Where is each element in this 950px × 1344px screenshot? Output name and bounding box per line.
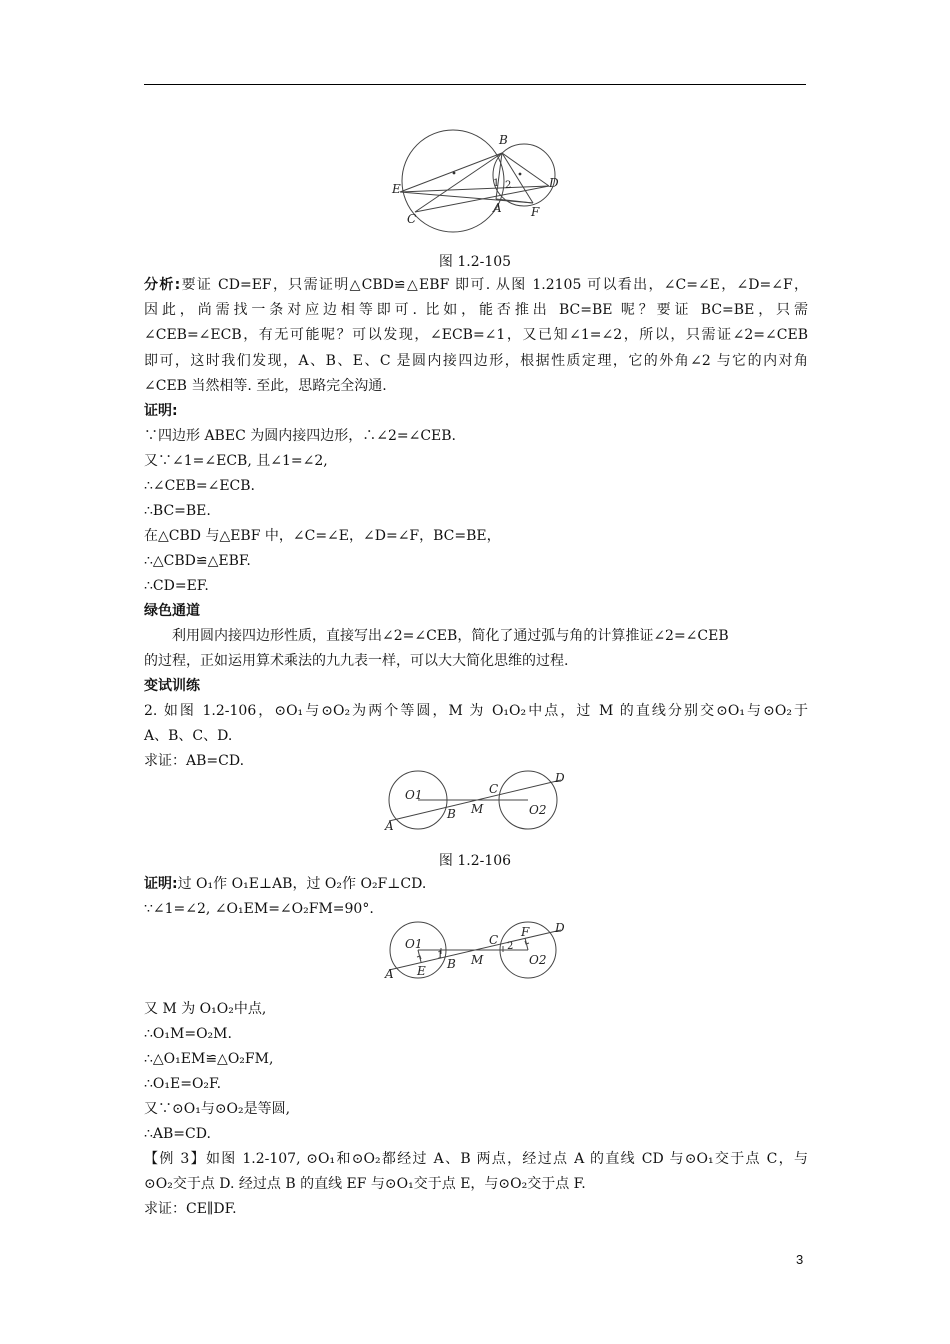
proof2-line: ∴O₁E=O₂F. [144,1076,222,1092]
figure-1-2-105 [385,126,575,236]
fig106-label-c: C [489,782,499,796]
fig106-label-o1: O1 [405,788,423,802]
fig106-label-d: D [555,771,565,785]
fig105-label-c: C [407,212,417,226]
proof-line: 在△CBD 与△EBF 中，∠C=∠E，∠D=∠F，BC=BE， [144,528,501,544]
fig106b-label-e: E [417,964,426,978]
practice-heading: 变试训练 [144,678,200,694]
figure-caption: 图 1.2-106 [438,853,512,869]
practice-line: A、B、C、D. [144,728,233,744]
green-line: 利用圆内接四边形性质，直接写出∠2=∠CEB，简化了通过弧与角的计算推证∠2=∠CEB [172,628,729,644]
fig106-label-b: B [447,807,456,821]
fig105-angle-1: 1 [493,178,500,189]
example3-line: 求证：CE∥DF. [144,1201,237,1217]
analysis-line: ∠CEB=∠ECB，有无可能呢？可以发现，∠ECB=∠1，又已知∠1=∠2，所以，只需证∠2=∠CEB [144,327,808,343]
fig106b-label-o2: O2 [529,953,547,967]
practice-line: 2. 如图 1.2-106，⊙O₁与⊙O₂为两个等圆，M 为 O₁O₂中点，过 M 的直线分别交⊙O₁与⊙O₂于 [144,703,808,719]
fig106b-label-f: F [521,925,530,939]
analysis-line: 分析:要证 CD=EF，只需证明△CBD≌△EBF 即可. 从图 1.2105 可以看出，∠C=∠E，∠D=∠F， [144,277,809,293]
fig105-angle-2: 2 [505,180,512,191]
proof2-line: 证明:过 O₁作 O₁E⊥AB，过 O₂作 O₂F⊥CD. [144,876,427,892]
proof2-label: 证明: [144,876,178,892]
proof2-line: 又∵⊙O₁与⊙O₂是等圆, [144,1101,291,1117]
fig106b-angle-2: 2 [507,941,514,952]
proof2-line: ∴△O₁EM≌△O₂FM, [144,1051,274,1067]
fig105-label-e: E [392,182,401,196]
proof-line: 又∵∠1=∠ECB, 且∠1=∠2, [144,453,328,469]
fig105-label-f: F [531,205,540,219]
fig106-label-m: M [471,802,484,816]
figure-caption: 图 1.2-105 [438,254,512,270]
fig105-label-d: D [549,176,559,190]
proof2-line: ∵∠1=∠2, ∠O₁EM=∠O₂FM=90°. [144,901,374,917]
proof-line: ∴BC=BE. [144,503,211,519]
fig106b-label-b: B [447,957,456,971]
fig106b-label-m: M [471,953,484,967]
page-number: 3 [796,1252,804,1267]
green-heading: 绿色通道 [144,603,200,619]
fig106b-label-c: C [489,933,499,947]
example3-line: ⊙O₂交于点 D. 经过点 B 的直线 EF 与⊙O₁交于点 E，与⊙O₂交于点 F. [144,1176,586,1192]
proof2-line: 又 M 为 O₁O₂中点, [144,1001,267,1017]
figure-1-2-106-aux [383,918,573,982]
analysis-label: 分析: [144,277,181,293]
large-circle [402,130,504,232]
fig106-label-a: A [385,819,394,833]
fig106b-label-o1: O1 [405,937,423,951]
fig106b-label-a: A [385,967,394,981]
fig106b-label-d: D [555,921,565,935]
figure-1-2-106 [383,766,573,836]
header-rule [144,84,806,85]
proof-line: ∵四边形 ABEC 为圆内接四边形，∴∠2=∠CEB. [144,428,456,444]
proof-line: ∴△CBD≌△EBF. [144,553,251,569]
proof2-line: ∴O₁M=O₂M. [144,1026,232,1042]
green-line: 的过程，正如运用算术乘法的九九表一样，可以大大简化思维的过程. [144,653,569,669]
fig106b-angle-1: 1 [437,950,444,961]
fig105-label-b: B [499,133,508,147]
fig105-label-a: A [493,201,502,215]
fig106-label-o2: O2 [529,803,547,817]
example3-line: 【例 3】如图 1.2-107, ⊙O₁和⊙O₂都经过 A、B 两点，经过点 A 的直线 CD 与⊙O₁交于点 C，与 [144,1151,808,1167]
proof2-line: ∴AB=CD. [144,1126,211,1142]
analysis-line: 即可，这时我们发现，A、B、E、C 是圆内接四边形，根据性质定理，它的外角∠2 与它的内对角 [144,353,808,369]
proof-line: ∴∠CEB=∠ECB. [144,478,255,494]
practice-line: 求证：AB=CD. [144,753,245,769]
proof-heading: 证明: [144,403,178,419]
proof-line: ∴CD=EF. [144,578,209,594]
analysis-line: ∠CEB 当然相等. 至此，思路完全沟通. [144,378,387,394]
analysis-line: 因此，尚需找一条对应边相等即可. 比如，能否推出 BC=BE 呢？要证 BC=BE，只需 [144,302,808,318]
